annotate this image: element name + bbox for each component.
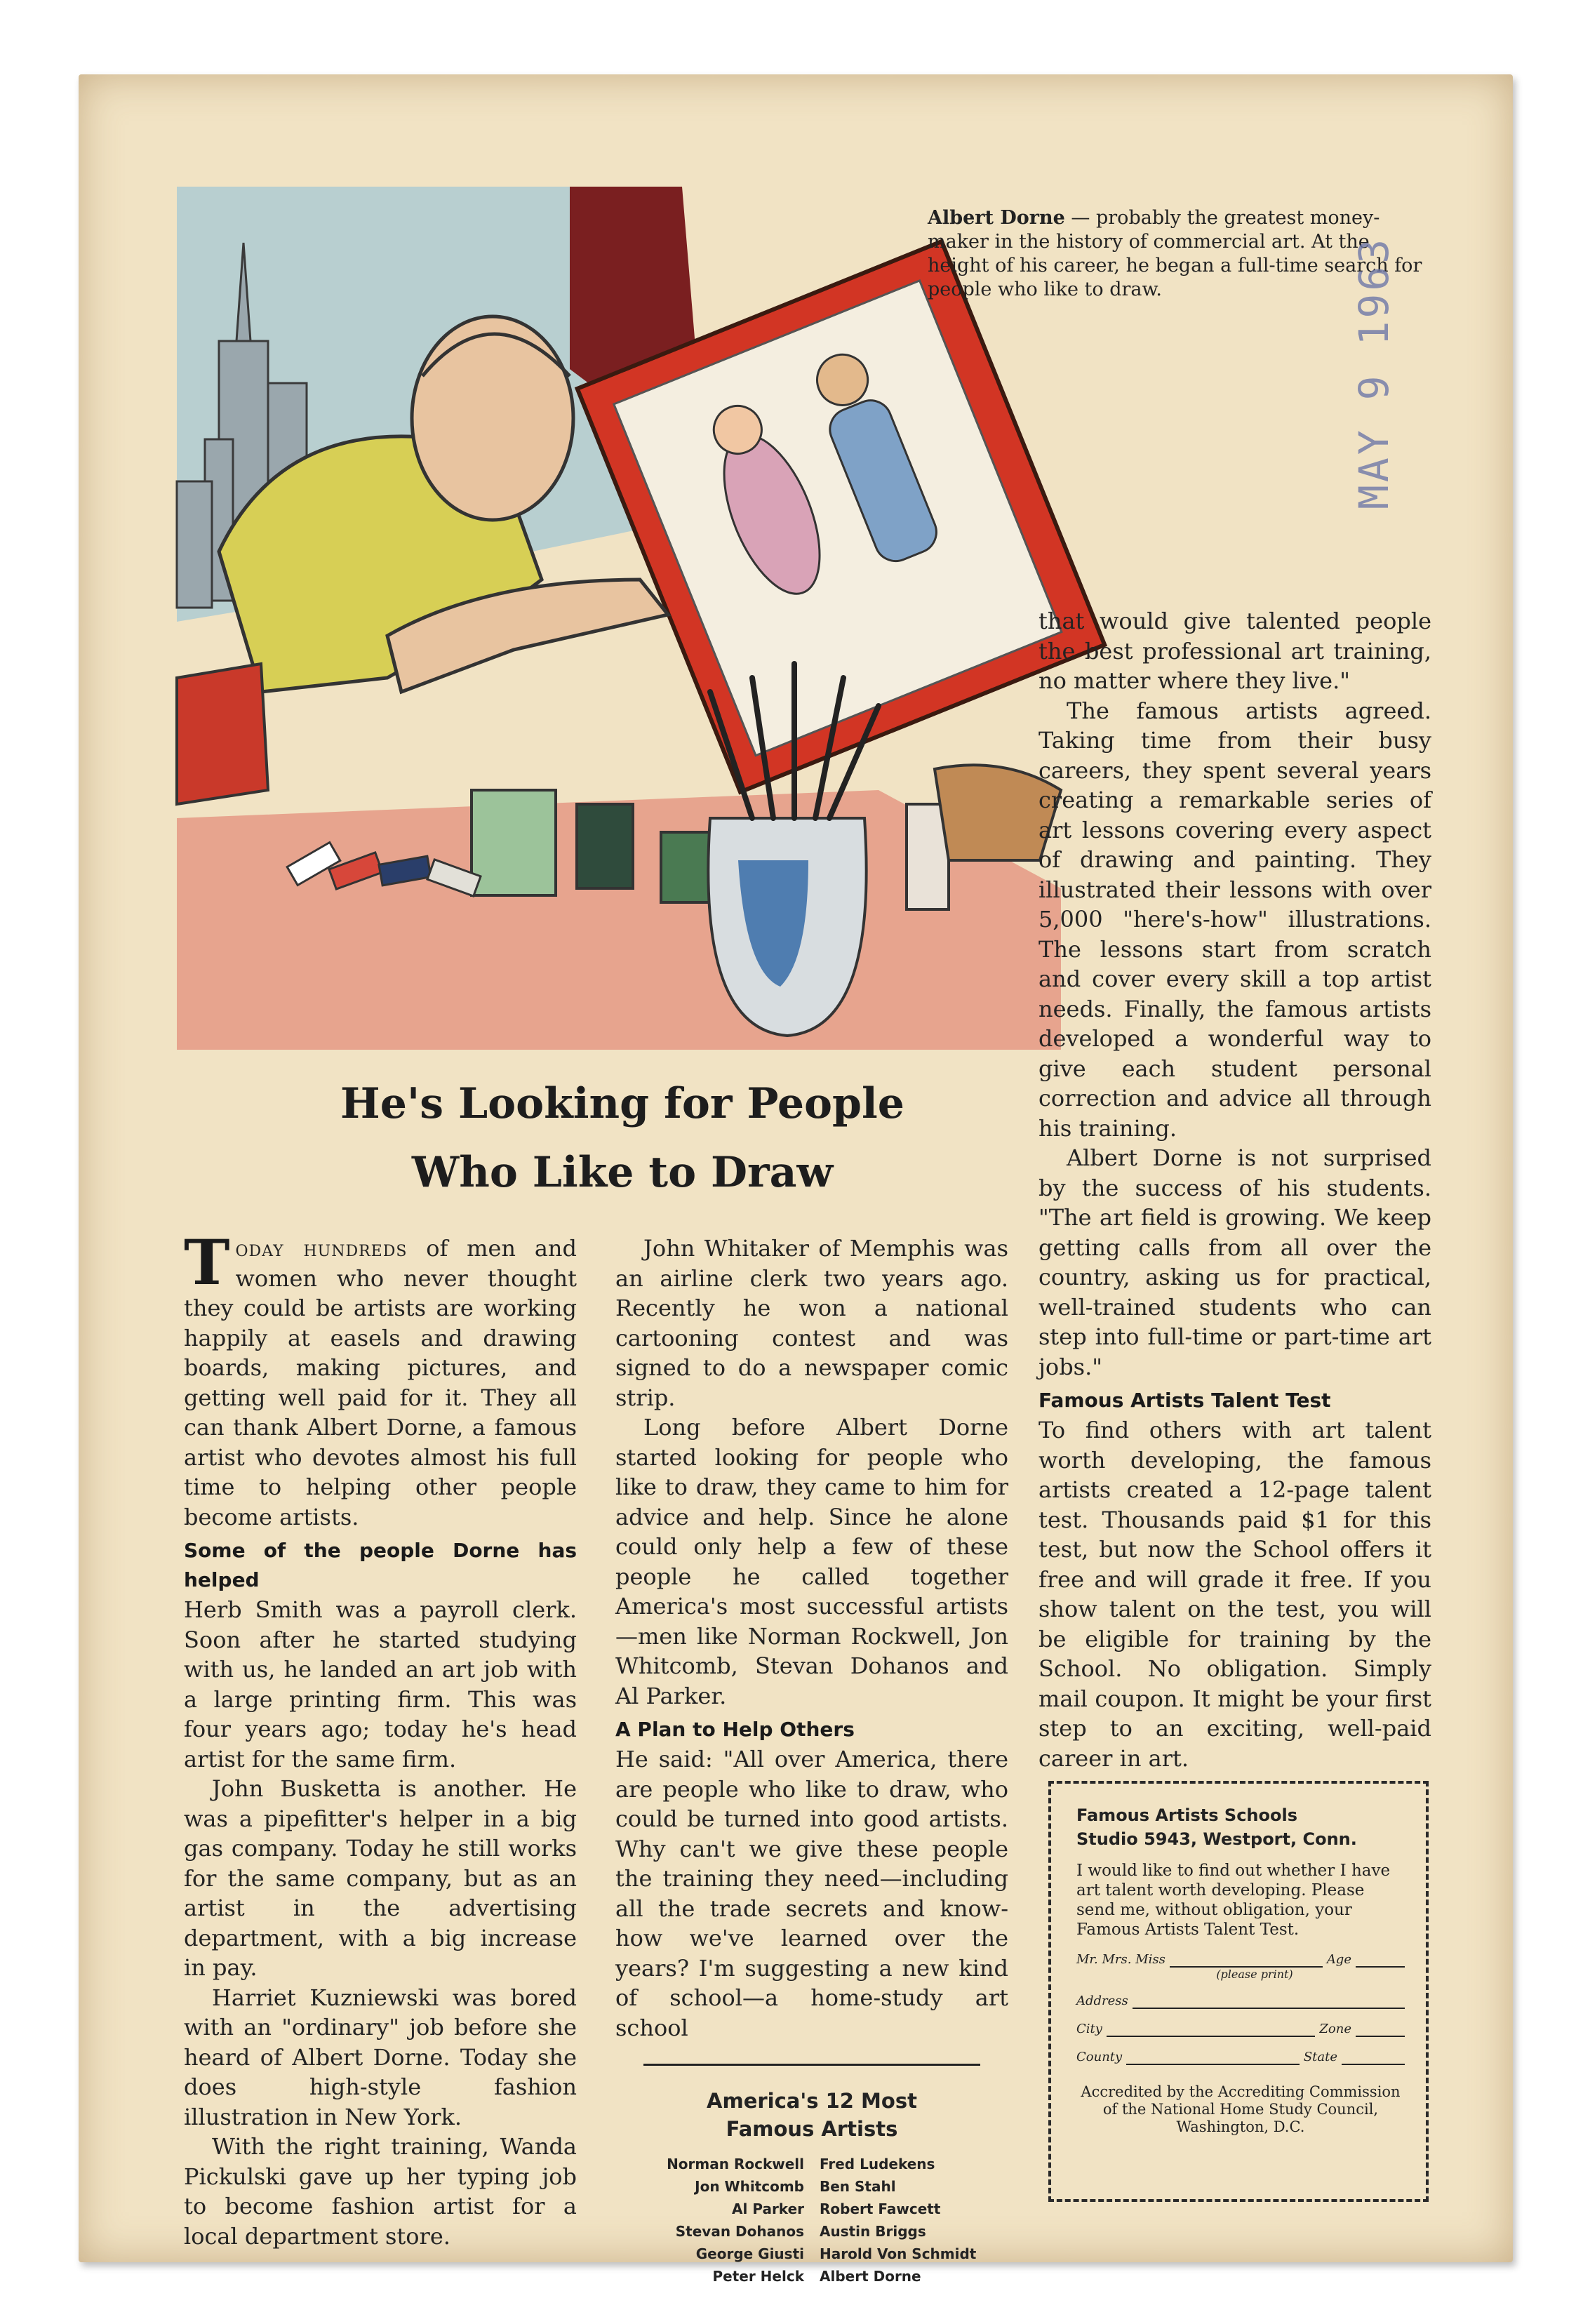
paragraph: With the right training, Wanda Pickulski gave up her typing job to become fashion artist for a local department store. xyxy=(184,2133,577,2250)
section-heading-plan: A Plan to Help Others xyxy=(615,1718,855,1741)
county-label: County xyxy=(1076,2050,1123,2064)
paragraph: that would give talented people the best professional art training, no matter where they live." xyxy=(1038,608,1431,694)
name-label: Mr. Mrs. Miss xyxy=(1076,1952,1165,1967)
section-heading-helped: Some of the people Dorne has helped xyxy=(184,1539,577,1591)
city-label: City xyxy=(1076,2022,1102,2036)
age-line[interactable] xyxy=(1356,1952,1405,1968)
county-line[interactable] xyxy=(1126,2050,1300,2065)
caption-name: Albert Dorne xyxy=(928,207,1065,229)
paragraph: Albert Dorne is not surprised by the success of his students. "The art field is growing. We keep getting calls from all over the country, asking us for practical, well-trained students who can step into full-time or part-time art jobs." xyxy=(1038,1144,1431,1380)
artist-name: Fred Ludekens xyxy=(820,2156,935,2172)
artist-name: Robert Fawcett xyxy=(820,2201,941,2217)
famous-title-line-2: Famous Artists xyxy=(726,2117,898,2141)
artist-name: Albert Dorne xyxy=(820,2268,921,2285)
state-line[interactable] xyxy=(1342,2050,1405,2065)
paragraph: John Whitaker of Memphis was an airline clerk two years ago. Recently he won a national cartooning contest and was signed to do a newspaper comic strip. xyxy=(615,1235,1008,1411)
paragraph: Harriet Kuzniewski was bored with an "ordinary" job before she heard of Albert Dorne. Today she does high-style fashion illustration in New York. xyxy=(184,1984,577,2130)
intro-paragraph xyxy=(184,1226,577,1532)
paragraph: John Busketta is another. He was a pipefitter's helper in a big gas company. Today he still works for the same company, but as an artist in the advertising department, with a big increase in pay. xyxy=(184,1775,577,1981)
coupon-school-name: Famous Artists Schools xyxy=(1076,1805,1297,1825)
headline xyxy=(268,1069,977,1207)
address-line[interactable] xyxy=(1133,1994,1405,2009)
city-line[interactable] xyxy=(1107,2022,1315,2037)
paragraph: The famous artists agreed. Taking time from their busy careers, they spent several years creating a remarkable series of art lessons covering every aspect of drawing and painting. They illustrated their lessons with over 5,000 "here's-how" illustrations. The lessons start from scratch and cover every skill a top artist needs. Finally, the famous artists developed a wonderful way to give each student personal correction and advice all through his training. xyxy=(1038,697,1431,1142)
date-stamp: MAY 9 1963 xyxy=(1350,236,1398,509)
print-note: (please print) xyxy=(1216,1968,1293,1981)
lead-smallcaps: oday hundreds xyxy=(235,1235,408,1262)
headline-line-2: Who Like to Draw xyxy=(411,1148,834,1197)
column-2 xyxy=(615,1234,1008,2288)
name-field[interactable] xyxy=(1076,1952,1405,1968)
artist-name: Norman Rockwell xyxy=(667,2156,804,2172)
mail-coupon[interactable] xyxy=(1048,1781,1429,2202)
artist-name: George Giusti xyxy=(695,2245,804,2262)
divider xyxy=(643,2064,980,2066)
coupon-body: I would like to find out whether I have art talent worth developing. Please send me, without obligation, your Famous Artists Talent Test. xyxy=(1076,1862,1391,1939)
address-field[interactable] xyxy=(1076,1994,1405,2009)
artist-name: Ben Stahl xyxy=(820,2178,896,2195)
paragraph: To find others with art talent worth developing, the famous artists created a 12-page talent test. Thousands paid $1 for this test, but now the School offers it free and will grade it free. If you show talent on the test, you will be eligible for training by the School. No obligation. Simply mail coupon. It might be your first step to an exciting, well-paid career in art. xyxy=(1038,1417,1431,1772)
state-label: State xyxy=(1303,2050,1337,2064)
famous-title-line-1: America's 12 Most xyxy=(707,2089,917,2113)
county-field[interactable] xyxy=(1076,2050,1405,2065)
caption-text: — probably the greatest money-maker in the history of commercial art. At the height of his career, he began a full-time search for people who like to draw. xyxy=(928,207,1422,300)
famous-artists-title xyxy=(615,2087,1008,2143)
comic-back-cover xyxy=(79,74,1513,2285)
artist-name: Peter Helck xyxy=(712,2268,804,2285)
zone-label: Zone xyxy=(1319,2022,1351,2036)
artist-name: Austin Briggs xyxy=(820,2223,926,2240)
column-1 xyxy=(184,1226,577,2251)
artist-name: Al Parker xyxy=(732,2201,804,2217)
artist-name: Stevan Dohanos xyxy=(675,2223,804,2240)
artists-list xyxy=(615,2153,1008,2288)
coupon-address: Studio 5943, Westport, Conn. xyxy=(1076,1829,1357,1849)
paragraph: Herb Smith was a payroll clerk. Soon after he started studying with us, he landed an art job with a large printing firm. This was four years ago; today he's head artist for the same firm. xyxy=(184,1596,577,1772)
name-line[interactable] xyxy=(1170,1952,1323,1968)
headline-line-1: He's Looking for People xyxy=(340,1079,904,1128)
paragraph: He said: "All over America, there are people who like to draw, who could be turned into good artists. Why can't we give these people the training they need—including all the trade secrets and know-how we've learned over the years? I'm suggesting a new kind of school—a home-study art school xyxy=(615,1746,1008,2041)
artist-name: Harold Von Schmidt xyxy=(820,2245,977,2262)
section-heading-talent-test: Famous Artists Talent Test xyxy=(1038,1389,1331,1412)
zone-line[interactable] xyxy=(1356,2022,1405,2037)
artist-name: Jon Whitcomb xyxy=(695,2178,804,2195)
paragraph: Long before Albert Dorne started looking for people who like to draw, they came to him for advice and help. Since he alone could only help a few of these people he called together America's most successful artists—men like Norman Rockwell, Jon Whitcomb, Stevan Dohanos and Al Parker. xyxy=(615,1414,1008,1709)
intro-rest: of men and women who never thought they could be artists are working happily at easels and drawing boards, making pictures, and getting well paid for it. They all can thank Albert Dorne, a famous artist who devotes almost his full time to helping other people become artists. xyxy=(184,1235,577,1530)
age-label: Age xyxy=(1326,1952,1351,1967)
address-label: Address xyxy=(1076,1994,1128,2008)
city-field[interactable] xyxy=(1076,2022,1405,2037)
drop-cap: T xyxy=(184,1226,230,1299)
accreditation-note: Accredited by the Accrediting Commission of the National Home Study Council, Washington, D.C. xyxy=(1081,2083,1401,2135)
artist-illustration xyxy=(177,187,1061,1050)
column-3 xyxy=(1038,606,1431,1773)
